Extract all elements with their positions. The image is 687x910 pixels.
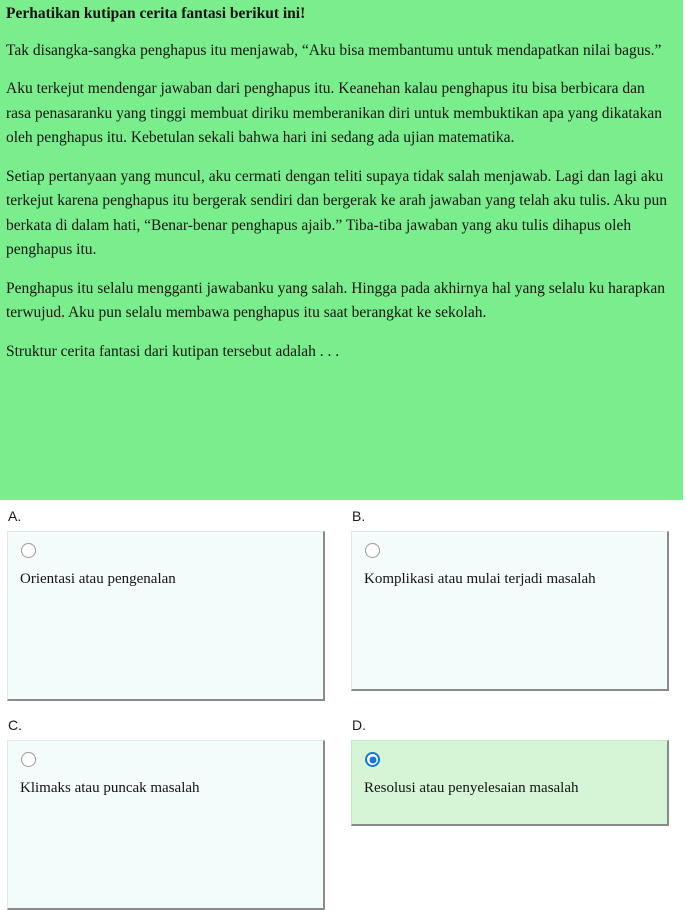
option-text-a: Orientasi atau pengenalan	[20, 571, 176, 588]
option-card-b[interactable]	[351, 531, 669, 691]
answer-option-d	[351, 718, 669, 826]
option-card-d[interactable]	[351, 740, 669, 826]
stimulus-question-prompt: Struktur cerita fantasi dari kutipan tersebut adalah . . .	[6, 342, 340, 360]
radio-button-a[interactable]	[21, 543, 36, 558]
stimulus-title: Perhatikan kutipan cerita fantasi berikut ini!	[6, 5, 306, 22]
radio-button-d[interactable]	[365, 752, 380, 767]
option-card-a[interactable]	[7, 531, 325, 701]
option-letter-d: D.	[352, 717, 366, 733]
option-card-c[interactable]	[7, 740, 325, 910]
answer-option-a	[7, 509, 325, 701]
option-text-c: Klimaks atau puncak masalah	[20, 780, 200, 797]
stimulus-paragraph-2: Aku terkejut mendengar jawaban dari penghapus itu. Keanehan kalau penghapus itu bisa berbicara dan rasa penasaranku yang tinggi membuat diriku memberanikan diri untuk membuktikan apa yang dikatakan oleh penghapus itu. Kebetulan sekali bahwa hari ini sedang ada ujian matematika.	[6, 80, 662, 147]
option-letter-b: B.	[352, 508, 366, 524]
option-text-d: Resolusi atau penyelesaian masalah	[364, 780, 579, 797]
stimulus-paragraph-3: Setiap pertanyaan yang muncul, aku cermati dengan teliti supaya tidak salah menjawab. Lagi dan lagi aku terkejut karena penghapus itu bergerak sendiri dan bergerak ke arah jawaban yang telah aku tulis. Aku pun berkata di dalam hati, “Benar-benar penghapus ajaib.” Tiba-tiba jawaban yang aku tulis dihapus oleh penghapus itu.	[6, 167, 667, 259]
stimulus-paragraph-1: Tak disangka-sangka penghapus itu menjawab, “Aku bisa membantumu untuk mendapatkan nilai bagus.”	[6, 41, 662, 59]
answer-option-b	[351, 509, 669, 691]
answer-option-c	[7, 718, 325, 910]
option-letter-a: A.	[8, 508, 22, 524]
answer-options-group	[0, 503, 687, 864]
option-letter-c: C.	[8, 717, 22, 733]
radio-button-c[interactable]	[21, 752, 36, 767]
option-text-b: Komplikasi atau mulai terjadi masalah	[364, 571, 596, 588]
stimulus-paragraph-4: Penghapus itu selalu mengganti jawabanku yang salah. Hingga pada akhirnya hal yang selalu ku harapkan terwujud. Aku pun selalu membawa penghapus itu saat berangkat ke sekolah.	[6, 279, 665, 322]
radio-button-b[interactable]	[365, 543, 380, 558]
